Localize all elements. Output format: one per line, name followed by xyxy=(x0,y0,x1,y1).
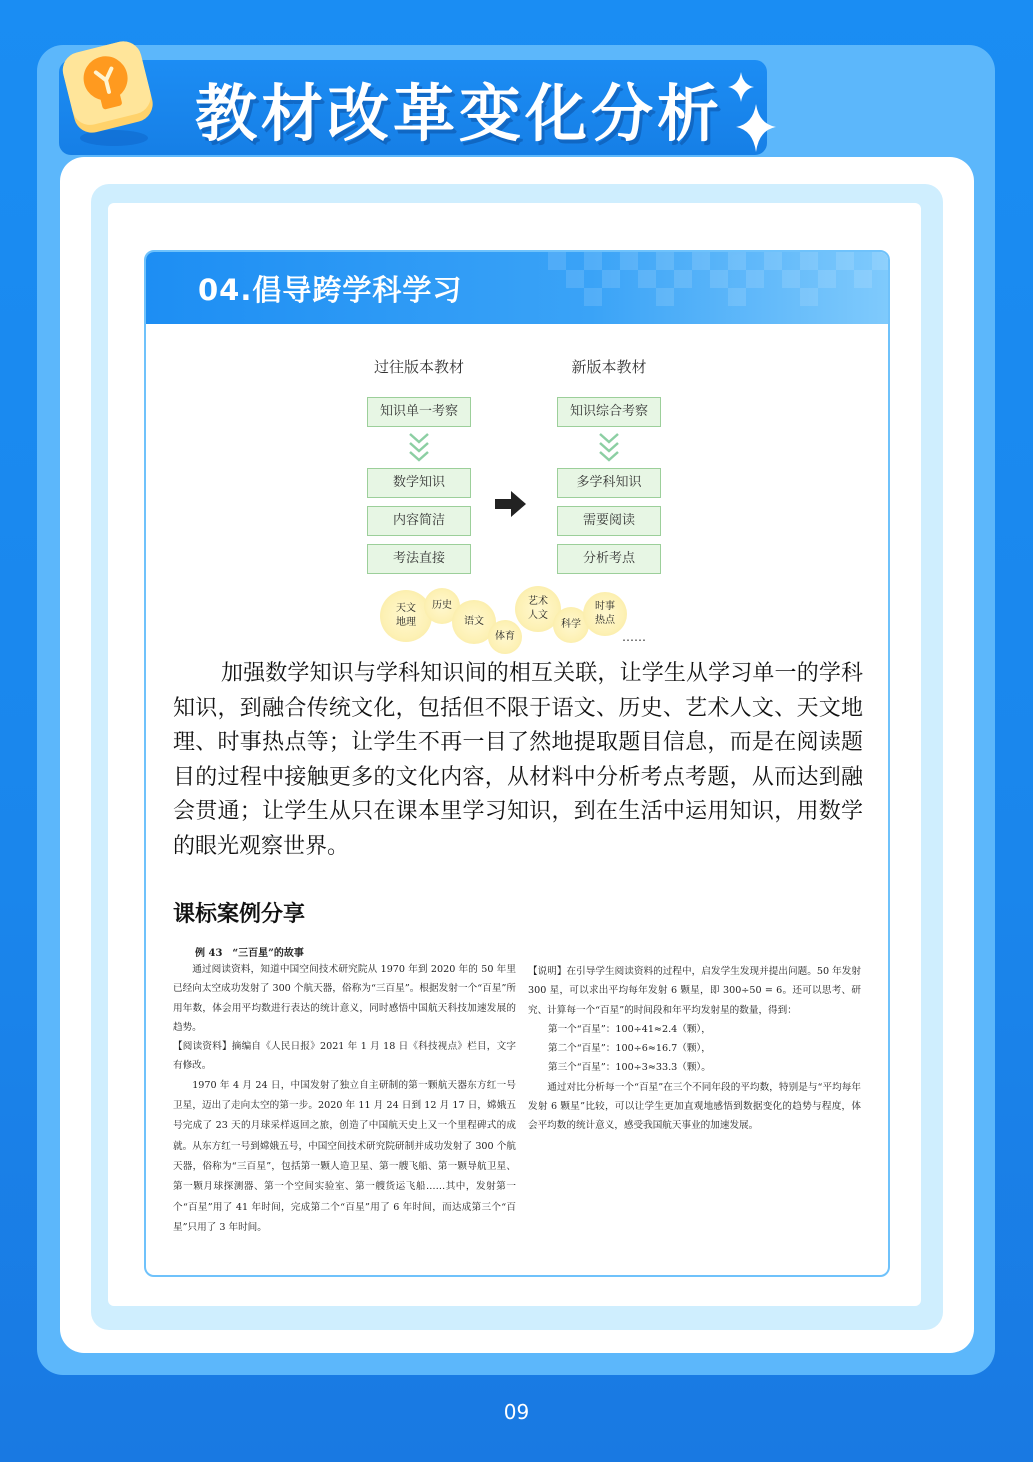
lightbulb-icon xyxy=(48,30,168,150)
page-number: 09 xyxy=(503,1400,530,1424)
case-paragraph: 通过对比分析每一个“百星”在三个不同年段的平均数，特别是与“平均每年发射 6 颗星”比较，可以让学生更加直观地感悟到数据变化的趋势与程度，体会平均数的统计意义，感受我国航天事业的加速发展。 xyxy=(528,1081,861,1132)
old-item-box: 考法直接 xyxy=(367,544,471,574)
case-paragraph: 1970 年 4 月 24 日，中国发射了独立自主研制的第一颗航天器东方红一号卫星，迈出了走向太空的第一步。2020 年 11 月 24 日到 12 月 17 日，嫦娥五号完成了 23 天的月球采样返回之旅，创造了中国航天史上又一个里程碑式的成就。从东方红一号到嫦娥五号，中国空间技术研究院研制并成功发射了 300 个航天器，俗称为“三百星”，包括第一颗人造卫星、第一艘飞船、第一颗导航卫星、第一颗月球探测器、第一个空间实验室、第一艘货运飞船……其中，发射第一个“百星”用了 41 年时间，完成第二个“百星”用了 6 年时间，而达成第三个“百星”只用了 3 年时间。 xyxy=(173,1079,516,1233)
body-paragraph: 加强数学知识与学科知识间的相互关联，让学生从学习单一的学科知识，到融合传统文化，包括但不限于语文、历史、艺术人文、天文地理、时事热点等；让学生不再一目了然地提取题目信息，而是在阅读题目的过程中接触更多的文化内容，从材料中分析考点考题，从而达到融会贯通；让学生从只在课本里学习知识，到在生活中运用知识，用数学的眼光观察世界。 xyxy=(173,661,863,859)
case-paragraph: 通过阅读资料，知道中国空间技术研究院从 1970 年到 2020 年的 50 年里已经向太空成功发射了 300 个航天器，俗称为“三百星”。根据发射一个“百星”所用年数，体会用平均数进行表达的统计意义，同时感悟中国航天科技加速发展的趋势。 xyxy=(173,964,516,1033)
old-item-box: 数学知识 xyxy=(367,468,471,498)
page-title: 教材改革变化分析 xyxy=(195,77,724,150)
section-title: 04.倡导跨学科学习 xyxy=(198,273,463,307)
chevron-down-icon xyxy=(598,432,620,462)
new-item-box: 需要阅读 xyxy=(557,506,661,536)
case-left-column xyxy=(173,960,516,1238)
subject-bubble: 历史 xyxy=(424,588,460,624)
checker-pattern xyxy=(528,252,888,324)
arrow-right-icon xyxy=(495,490,527,518)
case-heading: 课标案例分享 xyxy=(173,902,306,927)
new-textbook-title: 新版本教材 xyxy=(571,358,647,376)
ellipsis: …… xyxy=(622,630,646,644)
calc-line: 第二个“百星”：100÷6≈16.7（颗）， xyxy=(548,1043,711,1055)
old-top-box: 知识单一考察 xyxy=(367,397,471,427)
case-paragraph: 【说明】在引导学生阅读资料的过程中，启发学生发现并提出问题。50 年发射 300 星，可以求出平均每年发射 6 颗星，即 300÷50 = 6。还可以思考、研究、计算每一个“百星”的时间段和年平均发射星的数量，得到： xyxy=(528,966,861,1016)
subject-bubble: 艺术 人文 xyxy=(515,586,561,632)
sparkle-icon xyxy=(718,70,778,155)
new-top-box: 知识综合考察 xyxy=(557,397,661,427)
old-textbook-title: 过往版本教材 xyxy=(373,358,464,376)
subject-bubble: 科学 xyxy=(553,607,589,643)
section-header xyxy=(146,252,888,324)
case-title: 例 43 “三百星”的故事 xyxy=(195,948,304,959)
subject-bubble: 体育 xyxy=(488,620,522,654)
subject-bubble: 天文 地理 xyxy=(380,590,432,642)
chevron-down-icon xyxy=(408,432,430,462)
new-item-box: 多学科知识 xyxy=(557,468,661,498)
calc-line: 第三个“百星”：100÷3≈33.3（颗）。 xyxy=(548,1062,711,1074)
old-item-box: 内容简洁 xyxy=(367,506,471,536)
case-right-column xyxy=(528,962,861,1136)
subject-bubble: 时事 热点 xyxy=(583,592,627,636)
subject-bubble: 语文 xyxy=(452,600,496,644)
calc-line: 第一个“百星”：100÷41≈2.4（颗）， xyxy=(548,1023,711,1035)
new-item-box: 分析考点 xyxy=(557,544,661,574)
case-paragraph: 【阅读资料】摘编自《人民日报》2021 年 1 月 18 日《科技视点》栏目，文字有修改。 xyxy=(173,1041,516,1072)
